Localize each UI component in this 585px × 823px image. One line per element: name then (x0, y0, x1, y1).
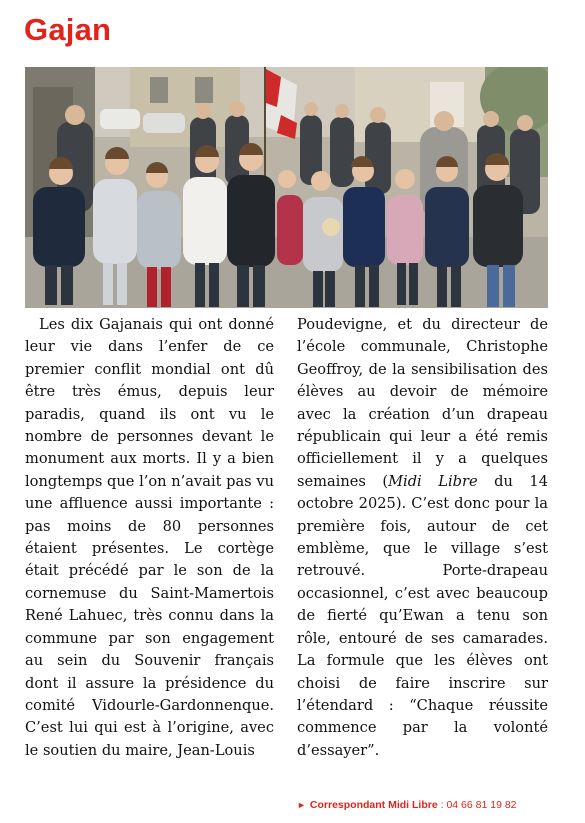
credit-separator: : (437, 799, 447, 811)
correspondent-credit (297, 795, 557, 815)
correspondent-label: Correspondant Midi Libre (309, 799, 438, 811)
article-body-left-column: Les dix Gajanais qui ont donné leur vie dans l’enfer de ce premier conflit mondial ont dû être très émus, depuis leur paradis, quand ils ont vu le nombre de personnes devant le monument aux morts. Il y a bien longtemps que l’on n’avait pas vu une affluence aussi importante : pas moins de 80 personnes étaient présentes. Le cortège était précédé par le son de la cornemuse du Saint-Mamertois René Lahuec, très connu dans la commune par son engagement au sein du Souvenir français dont il assure la présidence du comité Vidourle-Gardonnenque. C’est lui qui est à l’origine, avec le soutien du maire, Jean-Louis (25, 316, 274, 759)
article-body-right-column (297, 314, 548, 762)
right-column-text-a: Poudevigne, et du directeur de l’école communale, Christophe Geoffroy, de la sensibilisation des élèves au devoir de mémoire avec la création d’un drapeau républicain qui leur a été remis officiellement il y a quelques semaines ( (297, 316, 548, 490)
article-photo (25, 67, 548, 308)
triangle-right-icon: ► (297, 800, 306, 810)
article-headline: Gajan (24, 12, 112, 47)
correspondent-phone: 04 66 81 19 82 (446, 799, 517, 811)
source-newspaper-name: Midi Libre (388, 472, 478, 490)
right-column-text-b: du 14 octobre 2025). C’est donc pour la première fois, autour de cet emblème, que le village s’est retrouvé. Porte-drapeau occasionnel, c’est avec beaucoup de fierté qu’Ewan a tenu son rôle, entouré de ses camarades. La formule que les élèves ont choisi de faire inscrire sur l’étendard : “Chaque réussite commence par la volonté d’essayer”. (297, 472, 548, 759)
